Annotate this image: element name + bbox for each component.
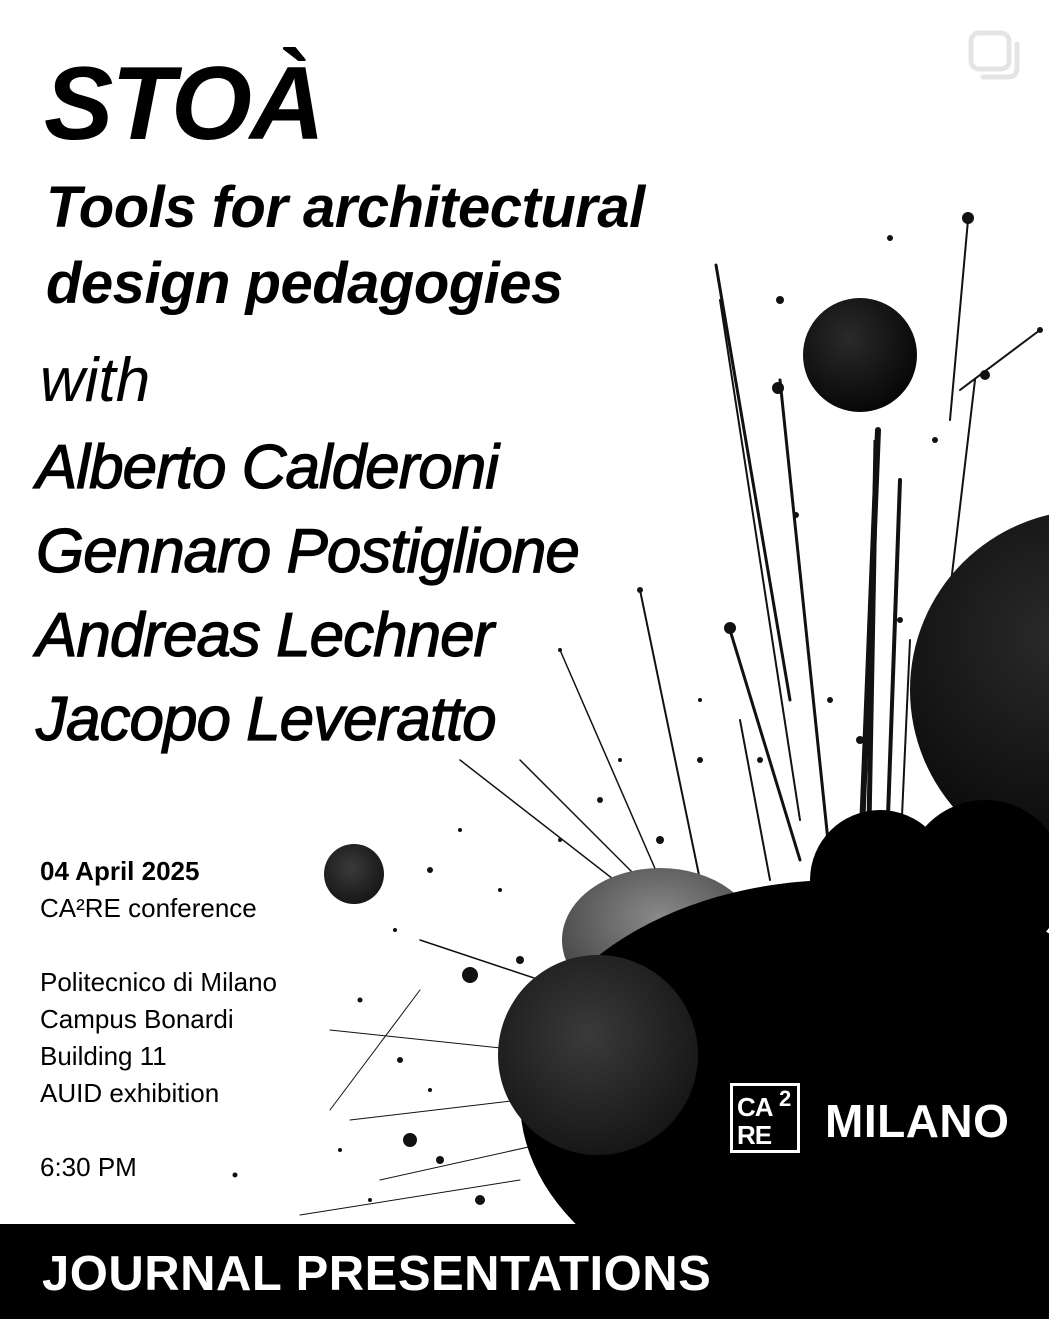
speaker-name: Alberto Calderoni	[36, 433, 499, 502]
subtitle-line: design pedagogies	[46, 251, 563, 316]
event-name: CA²RE conference	[40, 893, 257, 923]
logo-text: CA	[737, 1092, 773, 1122]
footer-text: JOURNAL PRESENTATIONS	[42, 1247, 712, 1301]
speaker-name: Andreas Lechner	[36, 601, 494, 670]
poster-subtitle	[46, 170, 846, 322]
venue-line: Building 11	[40, 1041, 167, 1071]
event-time: 6:30 PM	[40, 1152, 137, 1182]
footer-banner	[0, 1224, 1049, 1319]
event-date: 04 April 2025	[40, 856, 200, 886]
speaker-name: Gennaro Postiglione	[36, 517, 579, 586]
speaker-name: Jacopo Leveratto	[36, 685, 496, 754]
with-label: with	[40, 346, 151, 415]
city-label: MILANO	[825, 1095, 1010, 1147]
event-info	[40, 853, 277, 1186]
logo-superscript: 2	[779, 1086, 792, 1111]
subtitle-line: Tools for architectural	[46, 175, 645, 240]
copy-stack-icon[interactable]	[968, 30, 1024, 80]
venue-line: AUID exhibition	[40, 1078, 220, 1108]
venue-line: Campus Bonardi	[40, 1004, 234, 1034]
logo-text: RE	[737, 1120, 772, 1150]
care-logo	[730, 1083, 800, 1153]
speaker-list	[36, 426, 579, 762]
poster-title: STOÀ	[44, 46, 324, 162]
venue-line: Politecnico di Milano	[40, 967, 278, 997]
